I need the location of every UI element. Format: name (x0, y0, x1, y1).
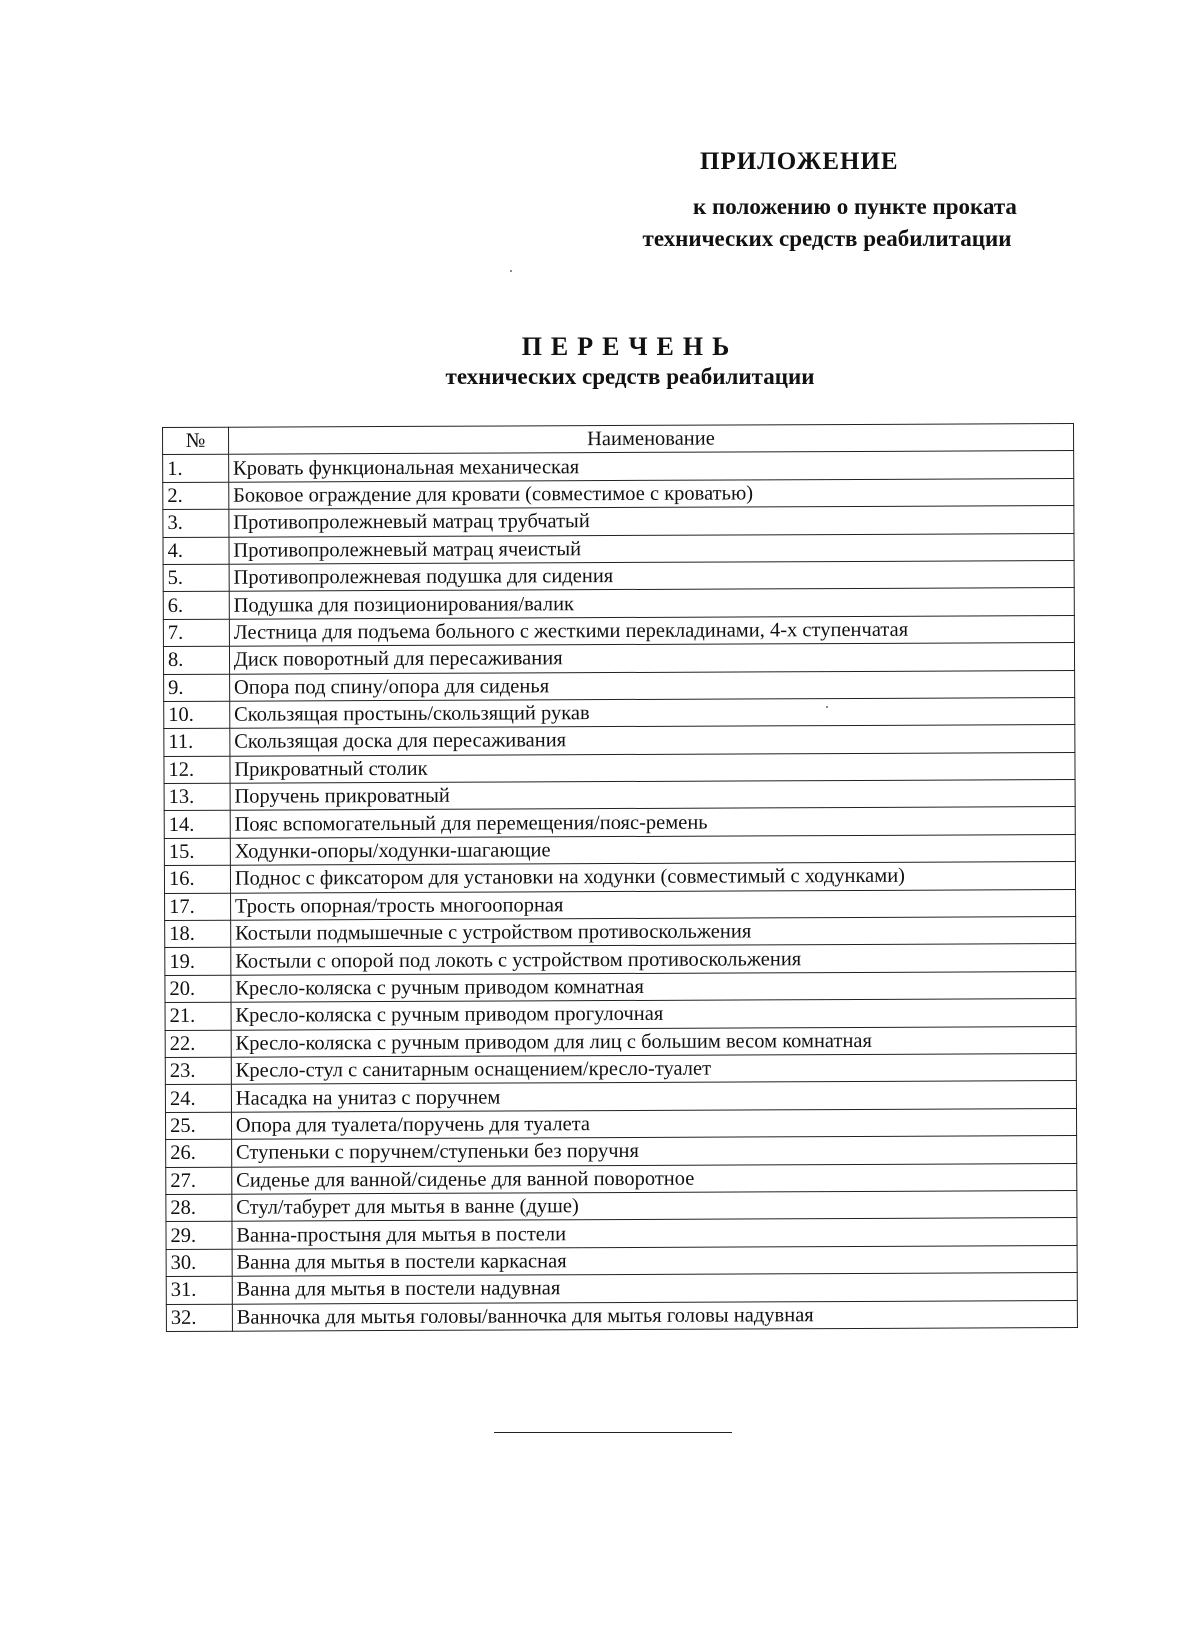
row-name: Прикроватный столик (230, 752, 1075, 783)
table-row (164, 780, 1075, 811)
row-name: Ванна для мытья в постели надувная (232, 1273, 1077, 1304)
appendix-subtitle-line1: к положению о пункте проката (693, 194, 1017, 219)
row-number: 1. (163, 455, 229, 483)
row-name: Кресло-коляска с ручным приводом для лиц с большим весом комнатная (231, 1026, 1076, 1057)
row-number: 11. (164, 729, 230, 757)
row-number: 29. (166, 1222, 232, 1250)
table-row (164, 807, 1075, 838)
row-number: 14. (164, 811, 230, 839)
row-number: 24. (165, 1085, 231, 1113)
row-number: 12. (164, 756, 230, 784)
header-name: Наименование (228, 424, 1073, 455)
row-number: 2. (163, 482, 229, 510)
row-name: Опора для туалета/поручень для туалета (231, 1108, 1076, 1139)
table-row (164, 862, 1075, 893)
row-name: Ванночка для мытья головы/ванночка для мытья головы надувная (232, 1300, 1077, 1331)
table-row (163, 451, 1074, 482)
row-number: 27. (166, 1167, 232, 1195)
row-number: 30. (166, 1249, 232, 1277)
list-subtitle: технических средств реабилитации (445, 364, 815, 389)
row-number: 10. (164, 701, 230, 729)
row-number: 32. (166, 1304, 232, 1332)
appendix-title: ПРИЛОЖЕНИЕ (700, 148, 899, 175)
row-name: Ванна-простыня для мытья в постели (232, 1218, 1077, 1249)
row-number: 19. (165, 948, 231, 976)
row-name: Опора под спину/опора для сиденья (229, 670, 1074, 701)
row-name: Скользящая доска для пересаживания (230, 725, 1075, 756)
row-number: 5. (163, 564, 229, 592)
row-number: 13. (164, 783, 230, 811)
row-name: Пояс вспомогательный для перемещения/пояс-ремень (230, 807, 1075, 838)
row-name: Ступеньки с поручнем/ступеньки без поручня (231, 1136, 1076, 1167)
row-number: 18. (165, 920, 231, 948)
row-number: 23. (165, 1057, 231, 1085)
table-row (163, 560, 1074, 591)
table-row (165, 917, 1076, 948)
table-row (166, 1300, 1077, 1331)
table-row (164, 670, 1075, 701)
row-name: Насадка на унитаз с поручнем (231, 1081, 1076, 1112)
row-name: Противопролежневая подушка для сидения (229, 560, 1074, 591)
row-number: 4. (163, 537, 229, 565)
table-row (165, 1081, 1076, 1112)
table-row (166, 1136, 1077, 1167)
table-row (166, 1273, 1077, 1304)
row-name: Диск поворотный для пересаживания (229, 643, 1074, 674)
table-row (163, 615, 1074, 646)
table-row (164, 834, 1075, 865)
appendix-subtitle-line2: технических средств реабилитации (642, 226, 1012, 251)
list-title: ПЕРЕЧЕНЬ (521, 332, 739, 361)
header-number: № (163, 427, 229, 455)
items-body (163, 451, 1078, 1331)
row-name: Кресло-коляска с ручным приводом комнатная (231, 971, 1076, 1002)
table-row (166, 1245, 1077, 1276)
row-name: Ванна для мытья в постели каркасная (232, 1245, 1077, 1276)
table-row (164, 697, 1075, 728)
scan-speck (510, 270, 512, 272)
row-number: 9. (164, 674, 230, 702)
row-name: Поручень прикроватный (230, 780, 1075, 811)
row-number: 25. (165, 1112, 231, 1140)
row-name: Костыли с опорой под локоть с устройством противоскольжения (231, 944, 1076, 975)
row-name: Кресло-коляска с ручным приводом прогулочная (231, 999, 1076, 1030)
items-table (162, 423, 1078, 1332)
row-number: 20. (165, 975, 231, 1003)
row-name: Сиденье для ванной/сиденье для ванной поворотное (232, 1163, 1077, 1194)
row-number: 6. (163, 592, 229, 620)
row-number: 21. (165, 1002, 231, 1030)
row-number: 26. (166, 1139, 232, 1167)
table-row (163, 643, 1074, 674)
table-row (163, 506, 1074, 537)
row-name: Поднос с фиксатором для установки на ходунки (совместимый с ходунками) (230, 862, 1075, 893)
row-name: Костыли подмышечные с устройством противоскольжения (230, 917, 1075, 948)
row-number: 15. (164, 838, 230, 866)
row-name: Стул/табурет для мытья в ванне (душе) (232, 1190, 1077, 1221)
table-row (165, 889, 1076, 920)
table-row (166, 1218, 1077, 1249)
table-row (165, 1026, 1076, 1057)
table-row (164, 752, 1075, 783)
row-name: Кресло-стул с санитарным оснащением/кресло-туалет (231, 1054, 1076, 1085)
row-name: Противопролежневый матрац трубчатый (229, 506, 1074, 537)
table-row (165, 999, 1076, 1030)
bottom-divider (494, 1432, 732, 1433)
table-row (163, 533, 1074, 564)
row-name: Лестница для подъема больного с жесткими перекладинами, 4-х ступенчатая (229, 615, 1074, 646)
row-name: Подушка для позиционирования/валик (229, 588, 1074, 619)
scan-speck (826, 706, 828, 708)
table-row (164, 725, 1075, 756)
row-number: 31. (166, 1276, 232, 1304)
table-row (166, 1163, 1077, 1194)
table-header-row (163, 424, 1074, 455)
row-number: 8. (163, 646, 229, 674)
table-row (163, 478, 1074, 509)
row-name: Кровать функциональная механическая (228, 451, 1073, 482)
row-number: 7. (163, 619, 229, 647)
row-name: Ходунки-опоры/ходунки-шагающие (230, 834, 1075, 865)
table-row (165, 944, 1076, 975)
row-name: Трость опорная/трость многоопорная (230, 889, 1075, 920)
row-name: Скользящая простынь/скользящий рукав (230, 697, 1075, 728)
table-row (163, 588, 1074, 619)
table-row (165, 971, 1076, 1002)
row-number: 17. (165, 893, 231, 921)
table-row (165, 1108, 1076, 1139)
row-name: Боковое ограждение для кровати (совместимое с кроватью) (229, 478, 1074, 509)
table-row (166, 1190, 1077, 1221)
row-number: 16. (164, 865, 230, 893)
row-number: 3. (163, 509, 229, 537)
row-number: 28. (166, 1194, 232, 1222)
row-name: Противопролежневый матрац ячеистый (229, 533, 1074, 564)
row-number: 22. (165, 1030, 231, 1058)
table-row (165, 1054, 1076, 1085)
